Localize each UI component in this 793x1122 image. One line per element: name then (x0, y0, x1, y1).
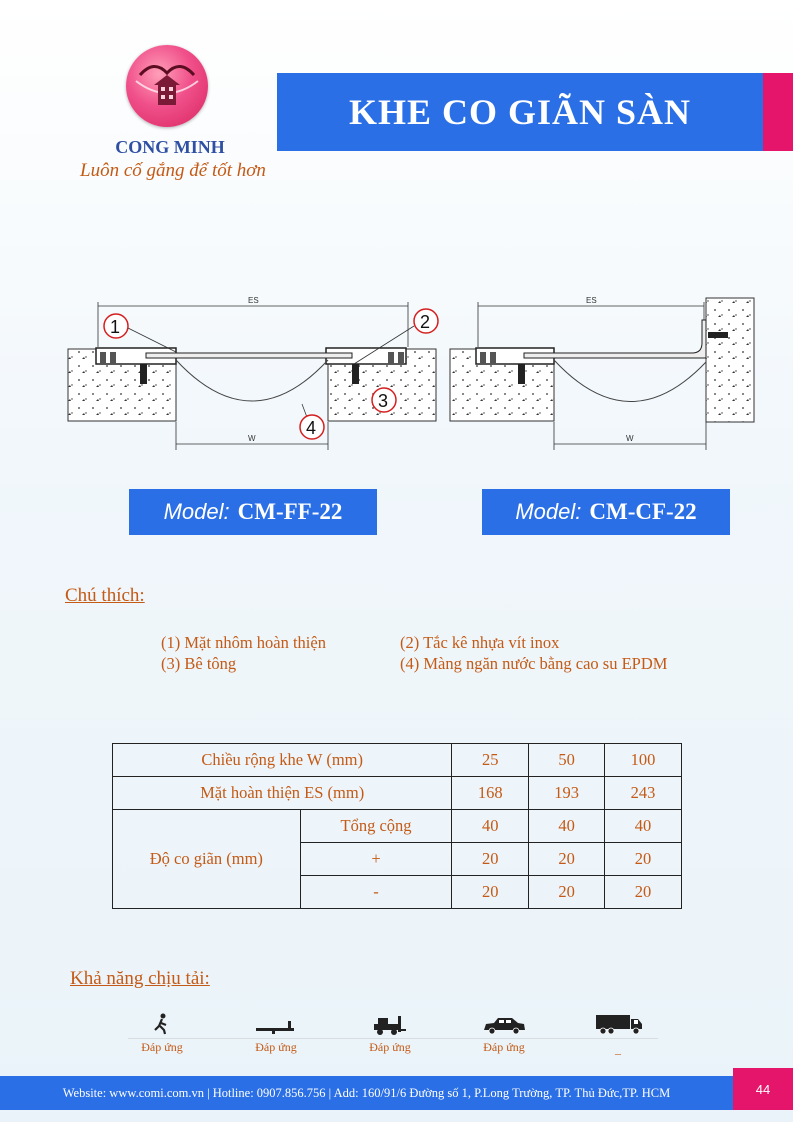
forklift-icon (350, 1012, 430, 1036)
car-icon (464, 1012, 544, 1036)
model-code: CM-FF-22 (237, 499, 343, 524)
row-label: Chiều rộng khe W (mm) (113, 744, 452, 777)
logo-icon (126, 45, 208, 127)
table-cell: 40 (605, 810, 682, 843)
legend-item-3: (3) Bê tông (161, 654, 237, 673)
truck-icon (578, 1012, 658, 1036)
table-cell: 40 (529, 810, 605, 843)
table-row (113, 744, 682, 777)
table-cell: 20 (452, 876, 529, 909)
model-box-ff (129, 489, 377, 535)
model-label: Model: (163, 499, 230, 524)
callout-2: 2 (420, 312, 431, 332)
footer-contact: Website: www.comi.com.vn | Hotline: 0907.856.756 | Add: 160/91/6 Đường số 1, P.Long Trường, TP. Thủ Đức,TP. HCM (0, 1076, 733, 1110)
brand-name: CONG MINH (115, 137, 225, 157)
model-box-cf (482, 489, 730, 535)
wheelchair-icon (236, 1012, 316, 1036)
table-cell: 20 (529, 843, 605, 876)
es-dimension-label: ES (248, 296, 259, 305)
sub-row-label: + (300, 843, 452, 876)
row-label: Mặt hoàn thiện ES (mm) (113, 777, 452, 810)
spec-table (112, 743, 682, 909)
legend-item-4: (4) Màng ngăn nước bằng cao su EPDM (400, 654, 668, 673)
legend-item-1: (1) Mặt nhôm hoàn thiện (161, 633, 326, 652)
table-cell: 20 (452, 843, 529, 876)
table-cell: 193 (529, 777, 605, 810)
callout-1: 1 (110, 317, 121, 337)
load-divider (128, 1038, 658, 1039)
table-cell: 20 (605, 876, 682, 909)
load-label: Đáp ứng (369, 1040, 411, 1054)
callout-4: 4 (306, 418, 317, 438)
table-cell: 168 (452, 777, 529, 810)
legend-title: Chú thích: (65, 585, 145, 606)
group-label: Độ co giãn (mm) (113, 810, 301, 909)
legend-item-2: (2) Tắc kê nhựa vít inox (400, 633, 560, 652)
pedestrian-icon (122, 1012, 202, 1036)
page-title: KHE CO GIÃN SÀN (277, 73, 763, 151)
title-accent-bar (763, 73, 793, 151)
w-dimension-label: W (248, 434, 256, 443)
load-label: _ (615, 1042, 621, 1056)
table-cell: 40 (452, 810, 529, 843)
model-code: CM-CF-22 (589, 499, 697, 524)
table-row (113, 810, 682, 843)
brand-slogan: Luôn cố gắng để tốt hơn (80, 160, 266, 181)
table-row (113, 777, 682, 810)
es-dimension-label-2: ES (586, 296, 597, 305)
w-dimension-label-2: W (626, 434, 634, 443)
model-label: Model: (515, 499, 582, 524)
table-cell: 20 (605, 843, 682, 876)
page-number: 44 (733, 1068, 793, 1110)
load-label: Đáp ứng (483, 1040, 525, 1054)
diagram-cm-ff-22 (62, 292, 444, 454)
load-label: Đáp ứng (141, 1040, 183, 1054)
table-cell: 20 (529, 876, 605, 909)
table-cell: 100 (605, 744, 682, 777)
sub-row-label: - (300, 876, 452, 909)
load-label: Đáp ứng (255, 1040, 297, 1054)
table-cell: 50 (529, 744, 605, 777)
diagram-cm-cf-22 (446, 292, 758, 454)
callout-3: 3 (378, 391, 389, 411)
table-cell: 243 (605, 777, 682, 810)
sub-row-label: Tổng cộng (300, 810, 452, 843)
load-title: Khả năng chịu tải: (70, 968, 210, 989)
table-cell: 25 (452, 744, 529, 777)
